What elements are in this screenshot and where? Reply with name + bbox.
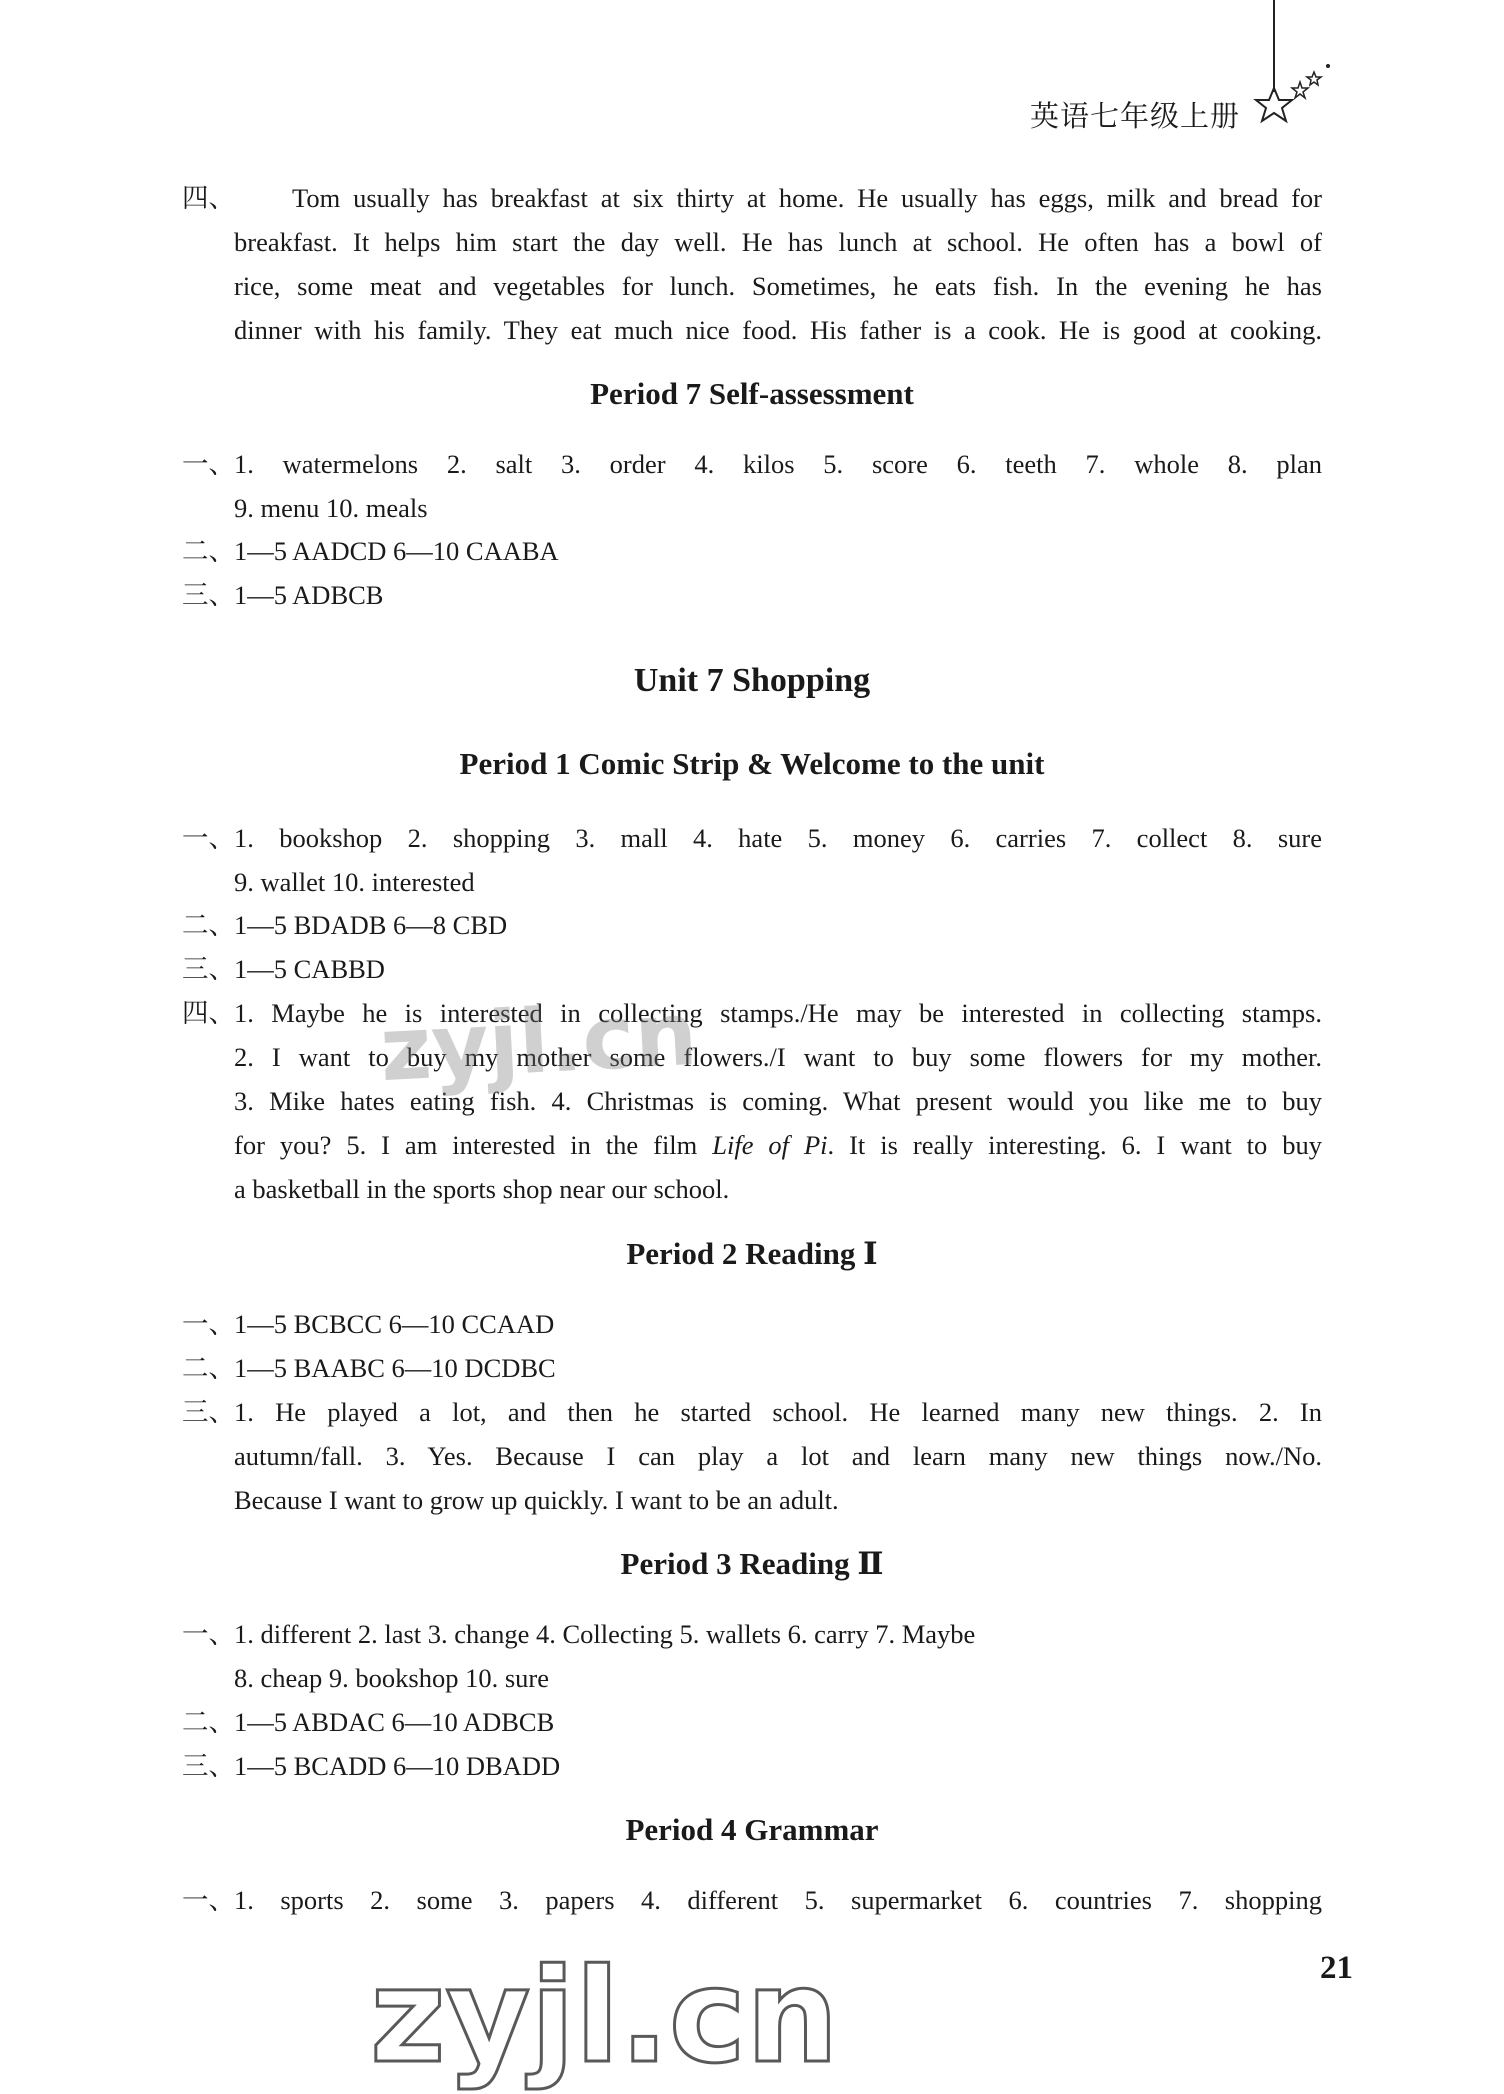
paragraph-line: Tom usually has breakfast at six thirty at home. He usually has eggs, milk and bread for bbox=[292, 183, 1322, 213]
star-decoration-icon bbox=[1240, 0, 1340, 140]
answer-line: 1. He played a lot, and then he started school. He learned many new things. 2. In bbox=[234, 1397, 1322, 1427]
q2-marker: 二、 bbox=[182, 1353, 235, 1383]
q2-marker: 二、 bbox=[182, 536, 235, 566]
answer-line: Because I want to grow up quickly. I want to be an adult. bbox=[234, 1485, 839, 1515]
answer-line: 1. bookshop 2. shopping 3. mall 4. hate 5. money 6. carries 7. collect 8. sure bbox=[234, 823, 1322, 853]
answer-text: for you? 5. I am interested in the film bbox=[234, 1130, 713, 1160]
paragraph-line: breakfast. It helps him start the day well. He has lunch at school. He often has a bowl of bbox=[234, 227, 1322, 257]
q1-marker: 一、 bbox=[182, 1885, 235, 1915]
period-3-title: Period 3 Reading Ⅱ bbox=[620, 1546, 884, 1581]
answer-line: 9. menu 10. meals bbox=[234, 493, 428, 523]
answer-line: 1—5 BCBCC 6—10 CCAAD bbox=[234, 1309, 555, 1339]
q3-marker: 三、 bbox=[182, 1397, 235, 1427]
watermark-logo: zyjl.cn bbox=[377, 981, 700, 1102]
q3-marker: 三、 bbox=[182, 1751, 235, 1781]
period-4-title: Period 4 Grammar bbox=[625, 1812, 879, 1847]
q2-marker: 二、 bbox=[182, 1707, 235, 1737]
answer-line: a basketball in the sports shop near our school. bbox=[234, 1174, 730, 1204]
q1-marker: 一、 bbox=[182, 823, 235, 853]
q1-marker: 一、 bbox=[182, 1309, 235, 1339]
q4-marker: 四、 bbox=[182, 998, 235, 1028]
film-title: Life of Pi bbox=[712, 1130, 828, 1160]
answer-line: 1. sports 2. some 3. papers 4. different 5. supermarket 6. countries 7. shopping bbox=[234, 1885, 1322, 1915]
answer-line: 1—5 ADBCB bbox=[234, 580, 384, 610]
unit-title: Unit 7 Shopping bbox=[633, 662, 871, 699]
answer-line: 1. different 2. last 3. change 4. Collecting 5. wallets 6. carry 7. Maybe bbox=[234, 1619, 976, 1649]
q2-marker: 二、 bbox=[182, 910, 235, 940]
watermark-logo: zyjl.cn bbox=[370, 1940, 839, 2092]
q1-marker: 一、 bbox=[182, 449, 235, 479]
answer-line: 1. watermelons 2. salt 3. order 4. kilos 5. score 6. teeth 7. whole 8. plan bbox=[234, 449, 1322, 479]
answer-text: . It is really interesting. 6. I want to buy bbox=[827, 1130, 1322, 1160]
q1-marker: 一、 bbox=[182, 1619, 235, 1649]
answer-line: 9. wallet 10. interested bbox=[234, 867, 475, 897]
section-four-marker: 四、 bbox=[182, 183, 235, 213]
answer-line: 2. I want to buy my mother some flowers./I want to buy some flowers for my mother. bbox=[234, 1042, 1322, 1072]
page-number: 21 bbox=[1320, 1950, 1353, 1986]
answer-line: 3. Mike hates eating fish. 4. Christmas is coming. What present would you like me to buy bbox=[234, 1086, 1322, 1116]
answer-line: 1—5 ABDAC 6—10 ADBCB bbox=[234, 1707, 555, 1737]
answer-line: 1—5 AADCD 6—10 CAABA bbox=[234, 536, 559, 566]
answer-line bbox=[234, 1123, 1322, 1167]
paragraph-line: rice, some meat and vegetables for lunch. Sometimes, he eats fish. In the evening he has bbox=[234, 271, 1322, 301]
answer-line: 1—5 BCADD 6—10 DBADD bbox=[234, 1751, 561, 1781]
period-1-title: Period 1 Comic Strip & Welcome to the unit bbox=[459, 746, 1045, 781]
q3-marker: 三、 bbox=[182, 580, 235, 610]
answer-line: 1—5 BAABC 6—10 DCDBC bbox=[234, 1353, 556, 1383]
paragraph-line: dinner with his family. They eat much nice food. His father is a cook. He is good at cooking. bbox=[234, 315, 1322, 345]
period-2-title: Period 2 Reading Ⅰ bbox=[626, 1236, 878, 1271]
answer-line: autumn/fall. 3. Yes. Because I can play a lot and learn many new things now./No. bbox=[234, 1441, 1322, 1471]
q3-marker: 三、 bbox=[182, 954, 235, 984]
answer-line: 1—5 BDADB 6—8 CBD bbox=[234, 910, 508, 940]
answer-line: 1. Maybe he is interested in collecting stamps./He may be interested in collecting stamps. bbox=[234, 998, 1322, 1028]
header-title: 英语七年级上册 bbox=[1030, 101, 1241, 133]
answer-line: 8. cheap 9. bookshop 10. sure bbox=[234, 1663, 549, 1693]
answer-line: 1—5 CABBD bbox=[234, 954, 385, 984]
period-7-title: Period 7 Self-assessment bbox=[590, 376, 914, 411]
